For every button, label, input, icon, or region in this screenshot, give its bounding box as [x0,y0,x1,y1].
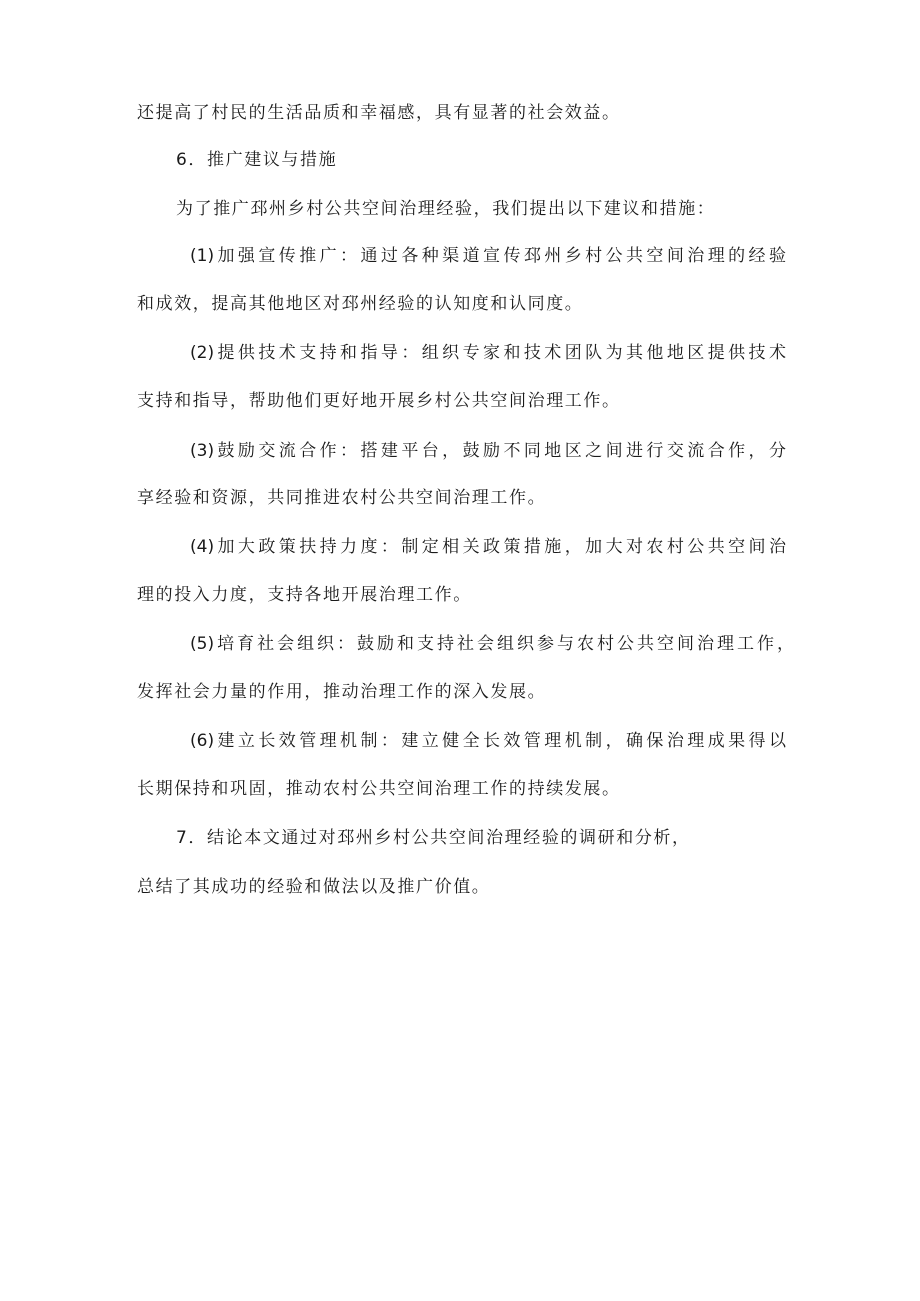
list-item-6-line-2: 长期保持和巩固，推动农村公共空间治理工作的持续发展。 [137,779,621,799]
list-item-4-line-2: 理的投入力度，支持各地开展治理工作。 [137,585,472,605]
section-heading-7-conclusion: 7．结论本文通过对邳州乡村公共空间治理经验的调研和分析， [176,828,691,848]
section-heading-6: 6．推广建议与措施 [176,150,338,170]
list-item-2-line-2: 支持和指导，帮助他们更好地开展乡村公共空间治理工作。 [137,391,621,411]
list-item-2-line-1: (2)提供技术支持和指导：组织专家和技术团队为其他地区提供技术 [190,343,786,363]
list-item-1-line-1: (1)加强宣传推广：通过各种渠道宣传邳州乡村公共空间治理的经验 [190,246,786,266]
list-item-3-line-1: (3)鼓励交流合作：搭建平台，鼓励不同地区之间进行交流合作，分 [190,441,786,461]
list-item-5-line-2: 发挥社会力量的作用，推动治理工作的深入发展。 [137,682,547,702]
paragraph-intro: 为了推广邳州乡村公共空间治理经验，我们提出以下建议和措施： [176,199,716,219]
list-item-5-line-1: (5)培育社会组织：鼓励和支持社会组织参与农村公共空间治理工作， [190,634,794,654]
paragraph-line-social-benefit: 还提高了村民的生活品质和幸福感，具有显著的社会效益。 [137,103,621,123]
list-item-3-line-2: 享经验和资源，共同推进农村公共空间治理工作。 [137,488,547,508]
paragraph-conclusion: 总结了其成功的经验和做法以及推广价值。 [137,877,491,897]
list-item-1-line-2: 和成效，提高其他地区对邳州经验的认知度和认同度。 [137,294,584,314]
list-item-4-line-1: (4)加大政策扶持力度：制定相关政策措施，加大对农村公共空间治 [190,537,786,557]
list-item-6-line-1: (6)建立长效管理机制：建立健全长效管理机制，确保治理成果得以 [190,731,786,751]
